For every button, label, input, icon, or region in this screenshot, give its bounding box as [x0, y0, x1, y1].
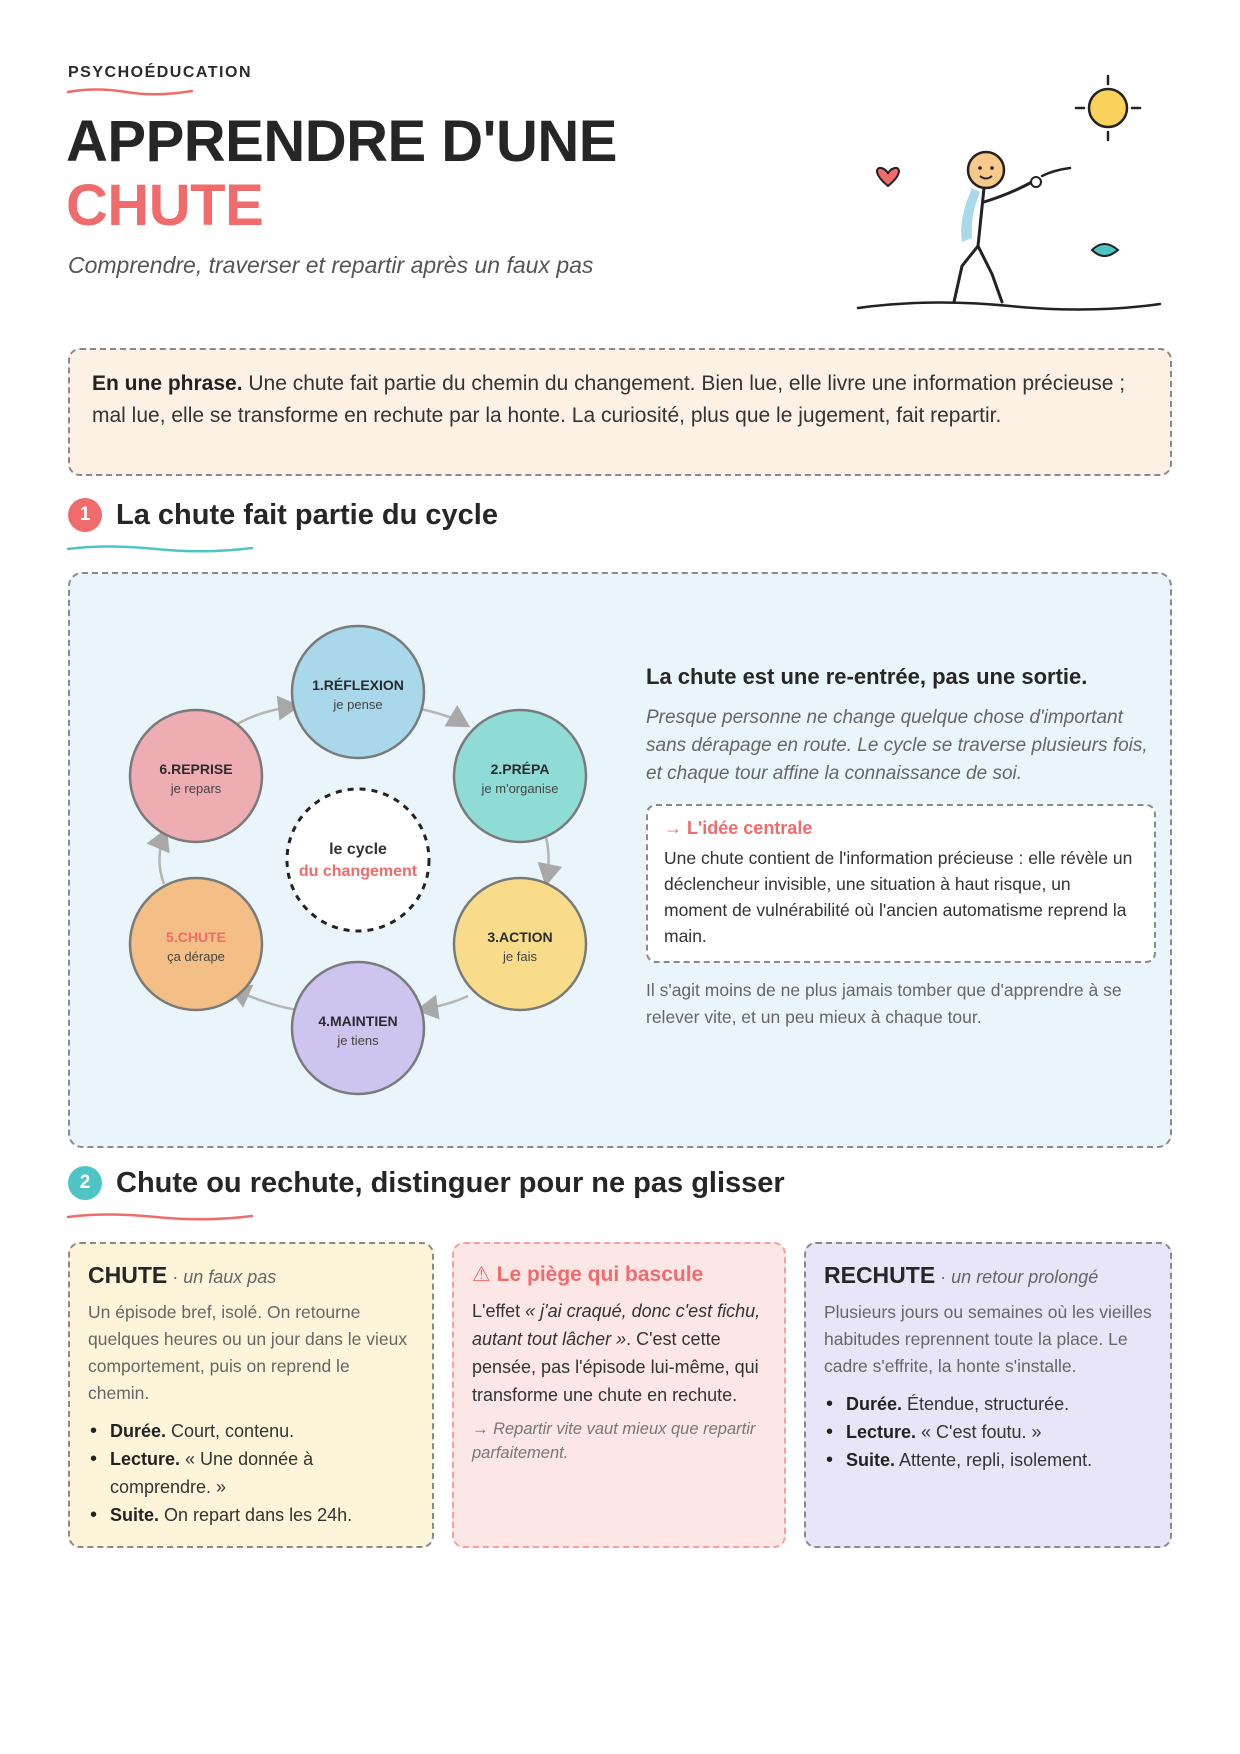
- cycle-stage-chute: [130, 878, 262, 1010]
- chute-card-title: [88, 1262, 414, 1289]
- cycle-center-line1: le cycle: [329, 841, 387, 858]
- chute-tag: · un faux pas: [167, 1267, 277, 1287]
- section2-heading: [68, 1166, 785, 1200]
- cycle-panel: [68, 572, 1172, 1148]
- rechute-description: Plusieurs jours ou semaines où les vieilles habitudes reprennent toute la place. Le cadre s'effrite, la honte s'installe.: [824, 1302, 1152, 1376]
- heart-icon: [877, 168, 899, 186]
- cycle-stage-sub: je m'organise: [481, 781, 559, 796]
- cycle-intro: Presque personne ne change quelque chose d'important sans dérapage en route. Le cycle se traverse plusieurs fois, et chaque tour affine la connaissance de soi.: [646, 707, 1148, 784]
- cycle-diagram: [70, 574, 630, 1150]
- cycle-explanation: [646, 664, 1156, 1031]
- list-item: • Suite. On repart dans les 24h.: [88, 1501, 414, 1529]
- list-item: • Durée. Étendue, structurée.: [824, 1390, 1152, 1418]
- section2-underline: [66, 1211, 256, 1223]
- cycle-stage-sub: ça dérape: [167, 949, 225, 964]
- section2-title: Chute ou rechute, distinguer pour ne pas glisser: [116, 1166, 785, 1199]
- cycle-stage-label: 4.MAINTIEN: [318, 1013, 398, 1029]
- rechute-card-title: [824, 1262, 1152, 1289]
- cycle-stage-sub: je fais: [503, 949, 537, 964]
- central-idea-title: → L'idée centrale: [664, 818, 813, 838]
- eyebrow: PSYCHOÉDUCATION: [68, 64, 252, 81]
- cycle-outro: Il s'agit moins de ne plus jamais tomber que d'apprendre à se relever vite, et un peu mieux à chaque tour.: [646, 980, 1122, 1027]
- cycle-stage-sub: je tiens: [337, 1033, 379, 1048]
- section1-title: La chute fait partie du cycle: [116, 498, 498, 531]
- page-title-line2: CHUTE: [66, 173, 264, 238]
- chute-title: CHUTE: [88, 1262, 168, 1288]
- summary-text: Une chute fait partie du chemin du changement. Bien lue, elle livre une information précieuse ; mal lue, elle se transforme en rechute par la honte. La curiosité, plus que le jugement, fait repartir.: [92, 372, 1126, 427]
- page-title-line1: APPRENDRE D'UNE: [66, 109, 617, 174]
- central-idea-body: Une chute contient de l'information précieuse : elle révèle un déclencheur invisible, une situation à haut risque, un moment de vulnérabilité où l'ancien automatisme reprend la main.: [664, 848, 1133, 946]
- summary-box: [68, 348, 1172, 476]
- rechute-list: [824, 1390, 1152, 1474]
- cycle-stage-action: [454, 878, 586, 1010]
- section1-heading: [68, 498, 498, 532]
- trap-card-body: L'effet « j'ai craqué, donc c'est fichu, autant tout lâcher ». C'est cette pensée, pas l'épisode lui-même, qui transforme une chute en rechute.: [472, 1301, 761, 1405]
- cycle-heading: La chute est une re-entrée, pas une sortie.: [646, 664, 1088, 689]
- list-item: • Suite. Attente, repli, isolement.: [824, 1446, 1152, 1474]
- list-item: • Lecture. « Une donnée à comprendre. »: [88, 1445, 414, 1501]
- chute-description: Un épisode bref, isolé. On retourne quelques heures ou un jour dans le vieux comportement, puis on reprend le chemin.: [88, 1302, 408, 1403]
- cycle-center-line2: du changement: [298, 863, 418, 880]
- section1-number-badge: 1: [68, 498, 102, 532]
- summary-lead: En une phrase.: [92, 372, 243, 395]
- cycle-stage-reflexion: [292, 626, 424, 758]
- rechute-title: RECHUTE: [824, 1262, 936, 1288]
- trap-card: [452, 1242, 786, 1548]
- trap-card-note: → Repartir vite vaut mieux que repartir parfaitement.: [472, 1420, 756, 1462]
- rechute-tag: · un retour prolongé: [935, 1267, 1099, 1287]
- cycle-stage-label: 2.PRÉPA: [490, 761, 550, 777]
- section2-number-badge: 2: [68, 1166, 102, 1200]
- cycle-stage-label: 6.REPRISE: [159, 761, 233, 777]
- page-subtitle: Comprendre, traverser et repartir après un faux pas: [68, 252, 594, 278]
- list-item: • Lecture. « C'est foutu. »: [824, 1418, 1152, 1446]
- cycle-stage-label: 1.RÉFLEXION: [312, 677, 404, 693]
- cycle-stage-sub: je pense: [333, 697, 383, 712]
- cycle-stage-prepa: [454, 710, 586, 842]
- cycle-stage-reprise: [130, 710, 262, 842]
- trap-card-title: ⚠ Le piège qui bascule: [472, 1263, 704, 1286]
- section1-underline: [66, 543, 256, 555]
- cycle-stage-label: 5.CHUTE: [166, 929, 226, 945]
- central-idea-box: [646, 804, 1156, 963]
- rechute-card: [804, 1242, 1172, 1548]
- stick-figure-illustration: [850, 70, 1170, 320]
- sun-icon: [1076, 76, 1140, 140]
- list-item: • Durée. Court, contenu.: [88, 1417, 414, 1445]
- chute-list: [88, 1417, 414, 1529]
- cycle-stage-maintien: [292, 962, 424, 1094]
- chute-card: [68, 1242, 434, 1548]
- cycle-stage-sub: je repars: [170, 781, 222, 796]
- eyebrow-underline: [66, 86, 196, 98]
- cycle-stage-label: 3.ACTION: [487, 929, 553, 945]
- leaf-icon: [1092, 244, 1118, 256]
